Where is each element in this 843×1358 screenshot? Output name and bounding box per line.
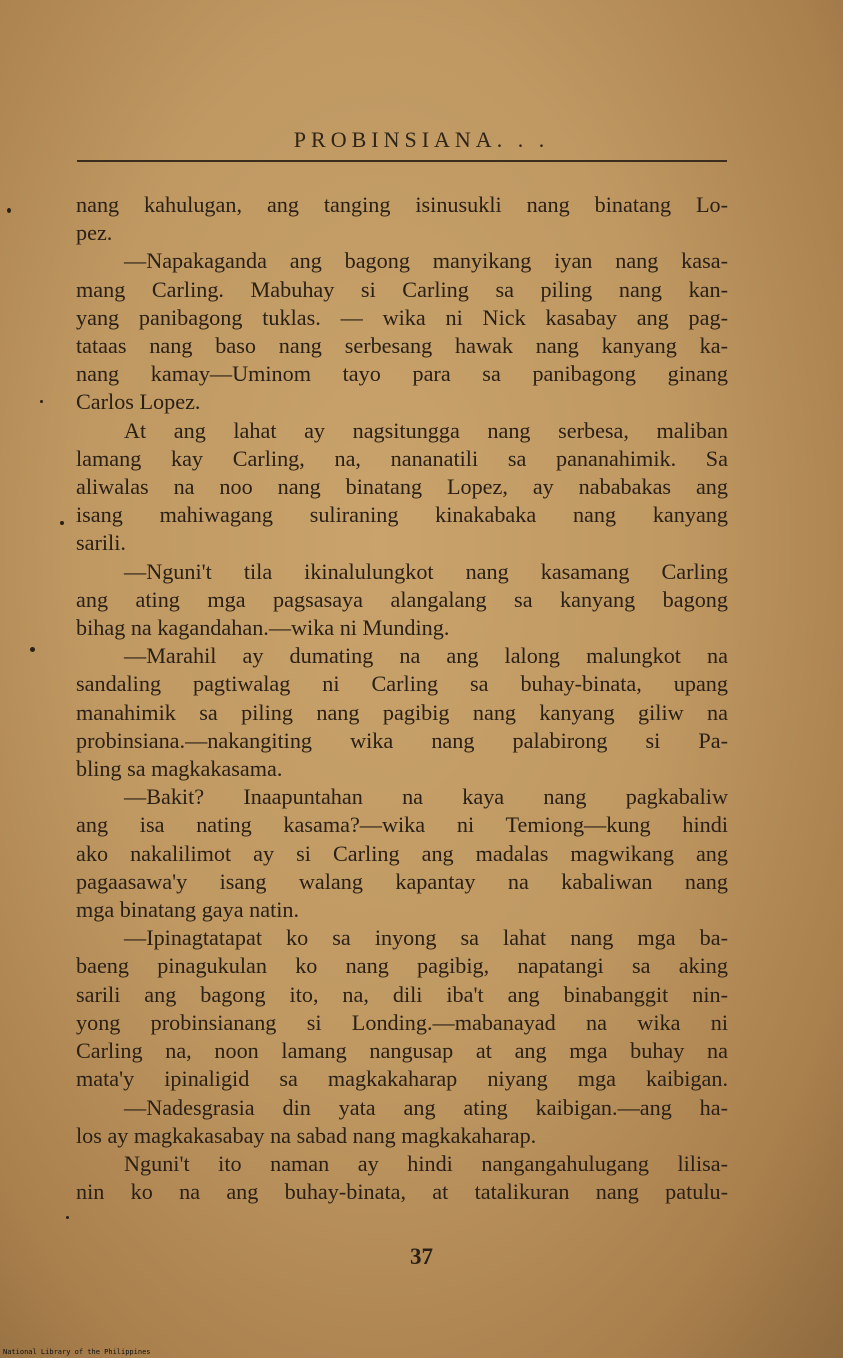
ink-speck [60,521,64,525]
library-credit: National Library of the Philippines [3,1348,151,1356]
text-line: bihag na kagandahan.—wika ni Munding. [76,615,450,641]
text-line: ang ating mga pagsasaya alangalang sa kanyang bagong [76,586,728,612]
text-line: isang mahiwagang suliraning kinakabaka nang kanyang [76,502,728,528]
text-line: yong probinsianang si Londing.—mabanayad na wika ni [76,1009,728,1035]
text-line: nang kahulugan, ang tanging isinusukli nang binatang Lo- [76,192,728,217]
text-line: sarili ang bagong ito, na, dili iba't ang binabanggit nin- [76,981,728,1007]
text-line: —Nguni't tila ikinalulungkot nang kasamang Carling [124,558,728,584]
text-line: los ay magkakasabay na sabad nang magkakaharap. [76,1122,537,1148]
text-line: nang kamay—Uminom tayo para sa panibagong ginang [76,361,728,387]
text-line: ang isa nating kasama?—wika ni Temiong—kung hindi [76,812,728,838]
ink-speck [7,208,11,213]
text-line: —Bakit? Inaapuntahan na kaya nang pagkabaliw [124,784,728,810]
text-line: ako nakalilimot ay si Carling ang madalas magwikang ang [76,840,728,866]
ink-speck [40,400,43,403]
header-rule [77,160,727,162]
text-line: Carling na, noon lamang nangusap at ang mga buhay na [76,1038,728,1064]
text-line: —Nadesgrasia din yata ang ating kaibigan.—ang ha- [124,1094,728,1120]
text-line: lamang kay Carling, na, nananatili sa pananahimik. Sa [76,445,728,471]
text-line: mata'y ipinaligid sa magkakaharap niyang mga kaibigan. [76,1066,728,1092]
text-line: pagaasawa'y isang walang kapantay na kabaliwan nang [76,868,728,894]
text-line: nin ko na ang buhay-binata, at tatalikuran nang patulu- [76,1179,728,1205]
text-line: yang panibagong tuklas. — wika ni Nick kasabay ang pag- [76,304,728,330]
ink-speck [30,647,35,652]
text-line: —Napakaganda ang bagong manyikang iyan nang kasa- [124,248,728,274]
body-text [76,191,728,1206]
ink-speck [66,1216,69,1219]
text-line: bling sa magkakasama. [76,756,283,782]
text-line: Carlos Lopez. [76,389,201,415]
text-line: sarili. [76,530,126,556]
text-line: Nguni't ito naman ay hindi nangangahulugang lilisa- [124,1150,728,1176]
text-line: At ang lahat ay nagsitungga nang serbesa, maliban [124,417,728,443]
text-line: pez. [76,220,113,246]
text-line: mga binatang gaya natin. [76,897,300,923]
text-line: tataas nang baso nang serbesang hawak nang kanyang ka- [76,333,728,359]
text-line: sandaling pagtiwalag ni Carling sa buhay-binata, upang [76,671,728,697]
page-number: 37 [410,1244,433,1269]
text-line: —Marahil ay dumating na ang lalong malungkot na [124,643,728,669]
text-line: manahimik sa piling nang pagibig nang kanyang giliw na [76,699,728,725]
text-line: —Ipinagtatapat ko sa inyong sa lahat nang mga ba- [124,925,728,951]
text-line: aliwalas na noo nang binatang Lopez, ay nababakas ang [76,474,728,500]
text-line: mang Carling. Mabuhay si Carling sa piling nang kan- [76,276,728,302]
running-title: PROBINSIANA. . . [293,127,550,152]
text-line: probinsiana.—nakangiting wika nang palabirong si Pa- [76,727,728,753]
text-line: baeng pinagukulan ko nang pagibig, napatangi sa aking [76,953,728,979]
